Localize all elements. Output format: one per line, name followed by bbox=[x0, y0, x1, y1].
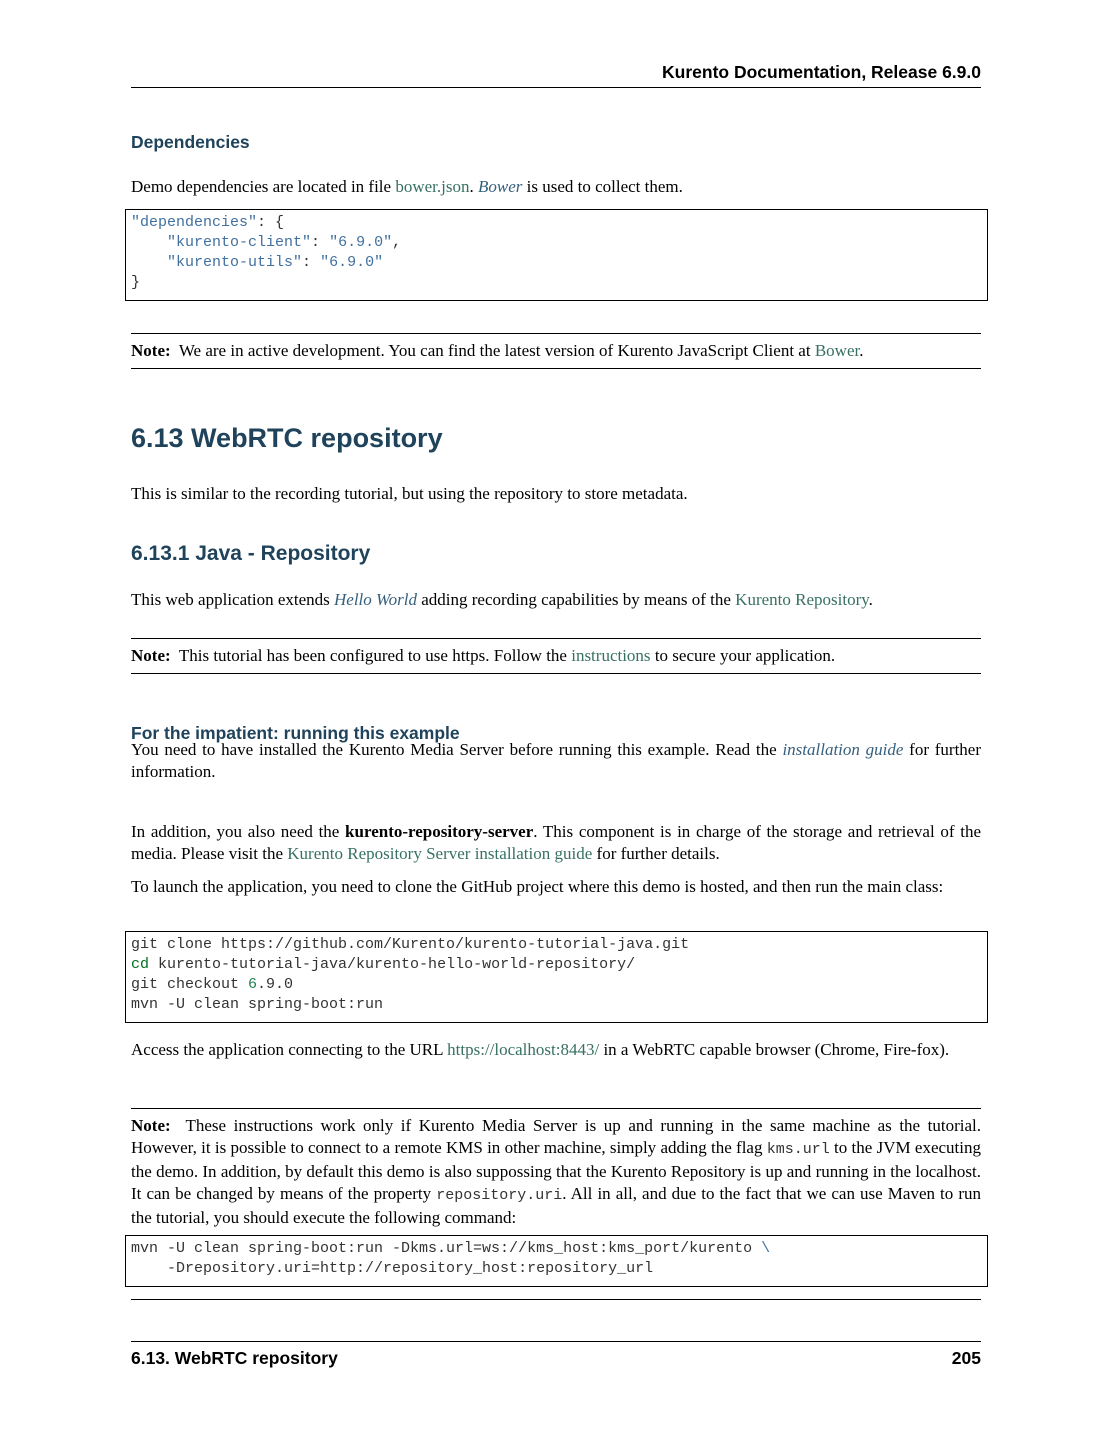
text: for further information. bbox=[131, 740, 982, 781]
code: "kurento-client" bbox=[167, 234, 312, 251]
text: adding recording capabilities by means of the bbox=[416, 590, 736, 609]
repository-server-guide-link[interactable]: Kurento Repository Server installation guide bbox=[287, 844, 593, 863]
maven-code-block bbox=[125, 1235, 988, 1287]
bower-link[interactable]: Bower bbox=[477, 177, 523, 196]
text: . bbox=[859, 341, 864, 360]
text: This tutorial has been configured to use https. Follow the bbox=[178, 646, 572, 665]
text: is used to collect them. bbox=[522, 177, 683, 196]
page-footer bbox=[131, 1341, 981, 1369]
footer-section: 6.13. WebRTC repository bbox=[131, 1348, 338, 1368]
code: .9.0 bbox=[257, 976, 294, 993]
code: git checkout bbox=[131, 976, 249, 993]
text: for further details. bbox=[592, 844, 720, 863]
note-label: Note: bbox=[131, 341, 171, 360]
code: \ bbox=[761, 1240, 771, 1257]
text: in a WebRTC capable browser (Chrome, Fire-fox). bbox=[599, 1040, 950, 1059]
note-box bbox=[131, 638, 981, 674]
paragraph bbox=[131, 739, 981, 783]
dependencies-code-block bbox=[125, 209, 988, 301]
text: . bbox=[469, 177, 478, 196]
note-divider bbox=[131, 1299, 981, 1300]
instructions-link[interactable]: instructions bbox=[571, 646, 651, 665]
hello-world-link[interactable]: Hello World bbox=[334, 590, 417, 609]
dependencies-heading: Dependencies bbox=[131, 132, 250, 152]
paragraph bbox=[131, 1039, 981, 1061]
code: mvn -U clean spring-boot:run bbox=[131, 996, 384, 1013]
code: "dependencies" bbox=[131, 214, 258, 231]
page-number: 205 bbox=[951, 1348, 981, 1368]
code: mvn -U clean spring-boot:run -Dkms.url=ws://kms_host:kms_port/kurento bbox=[131, 1240, 762, 1257]
subsection-title: 6.13.1 Java - Repository bbox=[131, 542, 371, 565]
clone-code-block bbox=[125, 931, 988, 1023]
paragraph: To launch the application, you need to clone the GitHub project where this demo is hosted, and then run the main class: bbox=[131, 877, 944, 896]
text: . bbox=[868, 590, 873, 609]
code: : bbox=[302, 254, 321, 271]
code: -Drepository.uri=http://repository_host:repository_url bbox=[131, 1260, 654, 1277]
text: . This component is in charge of the storage and retrieval of the media. Please visit the bbox=[131, 822, 981, 863]
text: We are in active development. You can find the latest version of Kurento JavaScript Client at bbox=[178, 341, 815, 360]
impatient-heading: For the impatient: running this example bbox=[131, 723, 460, 743]
code: : bbox=[311, 234, 330, 251]
code: kurento-tutorial-java/kurento-hello-world-repository/ bbox=[149, 956, 636, 973]
code: } bbox=[131, 274, 141, 291]
localhost-link[interactable]: https://localhost:8443/ bbox=[447, 1040, 600, 1059]
subsection-paragraph bbox=[131, 589, 981, 611]
bower-link[interactable]: Bower bbox=[814, 341, 860, 360]
section-intro: This is similar to the recording tutorial, but using the repository to store metadata. bbox=[131, 484, 688, 503]
text: These instructions work only if Kurento Media Server is up and running in the same machine as the tutorial. However, it is possible to connect to a remote KMS in other machine, simply adding the flag bbox=[131, 1116, 981, 1157]
note-box bbox=[131, 333, 981, 369]
running-header: Kurento Documentation, Release 6.9.0 bbox=[131, 62, 981, 88]
text: . All in all, and due to the fact that we can use Maven to run the tutorial, you should execute the following command: bbox=[131, 1184, 982, 1227]
text: In addition, you also need the bbox=[131, 822, 346, 841]
text: to secure your application. bbox=[650, 646, 836, 665]
section-title: 6.13 WebRTC repository bbox=[131, 423, 443, 453]
bower-json-link[interactable]: bower.json bbox=[395, 177, 470, 196]
paragraph bbox=[131, 821, 981, 865]
dependencies-paragraph bbox=[131, 176, 981, 198]
text: You need to have installed the Kurento Media Server before running this example. Read the bbox=[131, 740, 783, 759]
text: Access the application connecting to the URL bbox=[131, 1040, 448, 1059]
code: "kurento-utils" bbox=[167, 254, 303, 271]
code: 6 bbox=[248, 976, 258, 993]
text: This web application extends bbox=[131, 590, 335, 609]
text: to the JVM executing the demo. In addition, by default this demo is also suppossing that the Kurento Repository is up and running in the localhost. It can be changed by means of the property bbox=[131, 1138, 981, 1203]
text: kurento-repository-server bbox=[345, 822, 534, 841]
kurento-repository-link[interactable]: Kurento Repository bbox=[735, 590, 869, 609]
note-box bbox=[131, 1108, 981, 1235]
note-label: Note: bbox=[131, 1116, 171, 1135]
inline-code: repository.uri bbox=[436, 1187, 563, 1204]
code: : { bbox=[257, 214, 285, 231]
code: git clone https://github.com/Kurento/kurento-tutorial-java.git bbox=[131, 936, 690, 953]
installation-guide-link[interactable]: installation guide bbox=[782, 740, 904, 759]
code: cd bbox=[131, 956, 150, 973]
note-label: Note: bbox=[131, 646, 171, 665]
code: "6.9.0" bbox=[329, 234, 393, 251]
code: , bbox=[392, 234, 402, 251]
text: Demo dependencies are located in file bbox=[131, 177, 396, 196]
code: "6.9.0" bbox=[320, 254, 384, 271]
inline-code: kms.url bbox=[766, 1141, 830, 1158]
